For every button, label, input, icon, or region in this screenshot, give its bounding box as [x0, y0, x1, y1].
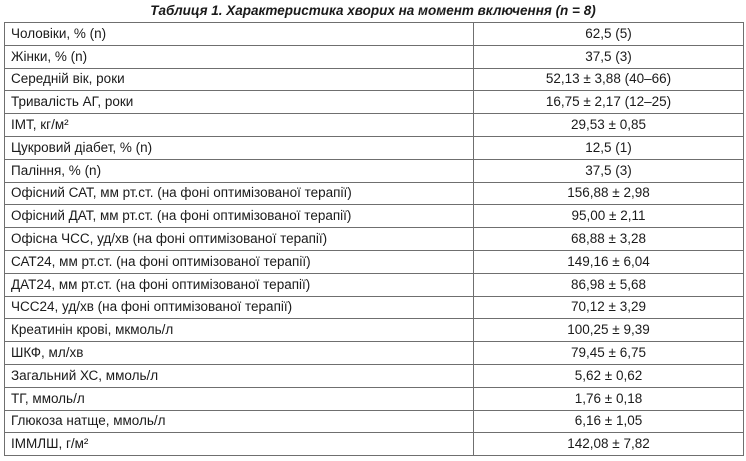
row-value: 79,45 ± 6,75 — [474, 342, 744, 365]
table-caption: Таблиця 1. Характеристика хворих на момент включення (n = 8) — [150, 3, 596, 18]
table-row — [5, 273, 744, 296]
row-label: ШКФ, мл/хв — [5, 342, 474, 365]
table-row — [5, 68, 744, 91]
table-row — [5, 91, 744, 114]
row-value: 156,88 ± 2,98 — [474, 182, 744, 205]
row-value: 12,5 (1) — [474, 136, 744, 159]
row-value: 37,5 (3) — [474, 159, 744, 182]
table-row — [5, 319, 744, 342]
row-label: Цукровий діабет, % (n) — [5, 136, 474, 159]
row-value: 1,76 ± 0,18 — [474, 387, 744, 410]
row-label: САТ24, мм рт.ст. (на фоні оптимізованої терапії) — [5, 250, 474, 273]
row-label: Тривалість АГ, роки — [5, 91, 474, 114]
table-row — [5, 342, 744, 365]
row-value: 100,25 ± 9,39 — [474, 319, 744, 342]
row-label: ІМТ, кг/м² — [5, 114, 474, 137]
table-row — [5, 410, 744, 433]
table-row — [5, 364, 744, 387]
row-value: 37,5 (3) — [474, 45, 744, 68]
row-label: ТГ, ммоль/л — [5, 387, 474, 410]
row-value: 86,98 ± 5,68 — [474, 273, 744, 296]
row-label: Жінки, % (n) — [5, 45, 474, 68]
row-label: Офісна ЧСС, уд/хв (на фоні оптимізованої терапії) — [5, 228, 474, 251]
row-label: Креатинін крові, мкмоль/л — [5, 319, 474, 342]
row-value: 6,16 ± 1,05 — [474, 410, 744, 433]
table-row — [5, 296, 744, 319]
table-row — [5, 159, 744, 182]
row-value: 62,5 (5) — [474, 23, 744, 46]
table-row — [5, 250, 744, 273]
row-label: Глюкоза натще, ммоль/л — [5, 410, 474, 433]
row-value: 16,75 ± 2,17 (12–25) — [474, 91, 744, 114]
row-label: ЧСС24, уд/хв (на фоні оптимізованої терапії) — [5, 296, 474, 319]
row-value: 142,08 ± 7,82 — [474, 433, 744, 456]
row-label: Середній вік, роки — [5, 68, 474, 91]
row-value: 52,13 ± 3,88 (40–66) — [474, 68, 744, 91]
row-label: Загальний ХС, ммоль/л — [5, 364, 474, 387]
row-label: Офісний САТ, мм рт.ст. (на фоні оптимізованої терапії) — [5, 182, 474, 205]
table-row — [5, 387, 744, 410]
table-body — [5, 23, 744, 456]
table-row — [5, 23, 744, 46]
table-row — [5, 114, 744, 137]
row-value: 5,62 ± 0,62 — [474, 364, 744, 387]
table-row — [5, 228, 744, 251]
table-row — [5, 433, 744, 456]
row-label: ДАТ24, мм рт.ст. (на фоні оптимізованої терапії) — [5, 273, 474, 296]
table-row — [5, 205, 744, 228]
row-value: 95,00 ± 2,11 — [474, 205, 744, 228]
row-label: Паління, % (n) — [5, 159, 474, 182]
row-label: ІММЛШ, г/м² — [5, 433, 474, 456]
row-value: 29,53 ± 0,85 — [474, 114, 744, 137]
row-label: Чоловіки, % (n) — [5, 23, 474, 46]
row-label: Офісний ДАТ, мм рт.ст. (на фоні оптимізованої терапії) — [5, 205, 474, 228]
table-row — [5, 45, 744, 68]
table-row — [5, 136, 744, 159]
table-row — [5, 182, 744, 205]
patient-characteristics-table — [4, 22, 744, 456]
row-value: 149,16 ± 6,04 — [474, 250, 744, 273]
row-value: 68,88 ± 3,28 — [474, 228, 744, 251]
row-value: 70,12 ± 3,29 — [474, 296, 744, 319]
